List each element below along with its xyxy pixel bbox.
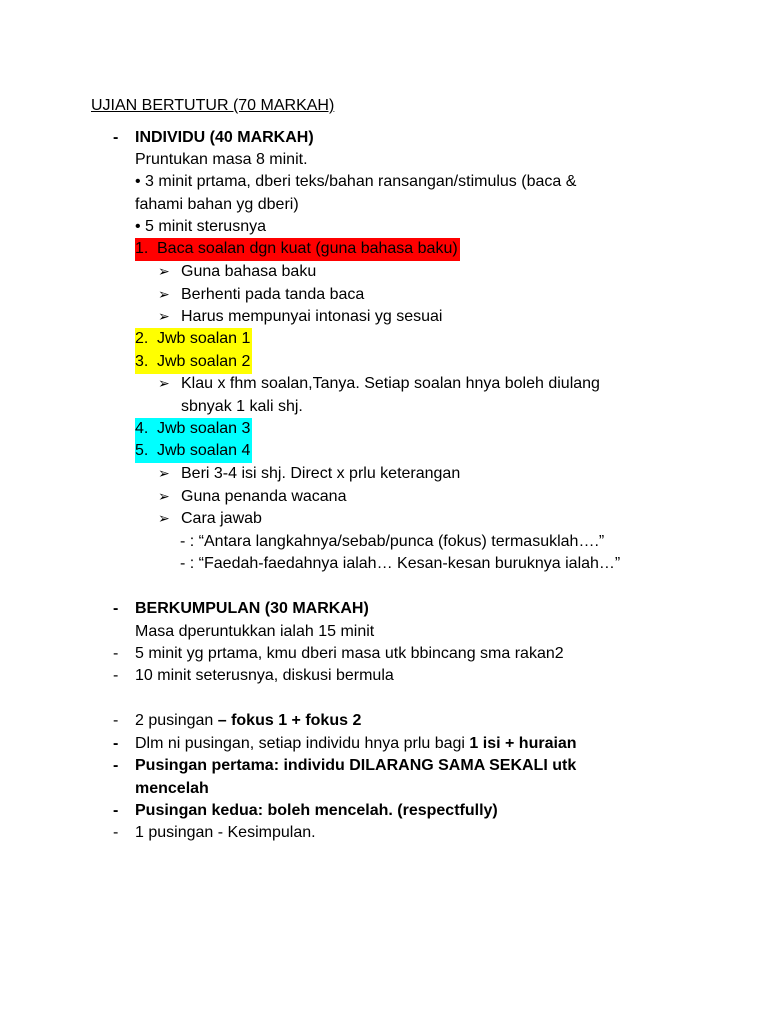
step-number: 4. — [135, 420, 149, 437]
step-number: 3. — [135, 353, 149, 370]
list-dash: - — [113, 712, 119, 729]
individu-line: • 3 minit prtama, dberi teks/bahan ransangan/stimulus (baca & — [135, 173, 577, 190]
list-item-continuation: mencelah — [135, 780, 209, 797]
step-highlight — [135, 418, 252, 441]
list-dash: - — [113, 667, 119, 684]
step-text: Jwb soalan 2 — [157, 353, 251, 370]
text-bold: 1 isi + huraian — [469, 735, 577, 752]
individu-line: fahami bahan yg dberi) — [135, 196, 299, 213]
list-item: Pusingan pertama: individu DILARANG SAMA SEKALI utk — [135, 757, 577, 774]
page-title: UJIAN BERTUTUR (70 MARKAH) — [91, 97, 335, 114]
step-number: 1. — [135, 240, 149, 257]
list-dash: - — [113, 735, 119, 752]
arrow-bullet-icon: ➢ — [158, 376, 170, 392]
list-item: Beri 3-4 isi shj. Direct x prlu keterangan — [181, 465, 461, 482]
arrow-bullet-icon: ➢ — [158, 466, 170, 482]
step-text: Jwb soalan 4 — [157, 442, 251, 459]
list-dash: - — [113, 645, 119, 662]
berkumpulan-line: Masa dperuntukkan ialah 15 minit — [135, 623, 375, 640]
list-item — [135, 733, 577, 756]
individu-line: • 5 minit sterusnya — [135, 218, 266, 235]
list-item: 1 pusingan - Kesimpulan. — [135, 824, 316, 841]
step-2 — [135, 328, 252, 351]
list-item: 5 minit yg prtama, kmu dberi masa utk bbincang sma rakan2 — [135, 645, 564, 662]
step-highlight — [135, 238, 460, 261]
text-bold: – fokus 1 + fokus 2 — [217, 712, 362, 729]
step-text: Jwb soalan 1 — [157, 330, 251, 347]
arrow-bullet-icon: ➢ — [158, 489, 170, 505]
cara-jawab-example: - : “Antara langkahnya/sebab/punca (fokus) termasuklah….” — [180, 533, 605, 550]
text-normal: 2 pusingan — [135, 712, 218, 729]
step-number: 5. — [135, 442, 149, 459]
berkumpulan-heading: BERKUMPULAN (30 MARKAH) — [135, 600, 369, 617]
list-item: Guna penanda wacana — [181, 488, 347, 505]
step-1 — [135, 238, 460, 261]
list-item-continuation: sbnyak 1 kali shj. — [181, 398, 303, 415]
list-item: Cara jawab — [181, 510, 262, 527]
arrow-bullet-icon: ➢ — [158, 511, 170, 527]
step-highlight — [135, 440, 252, 463]
step-text: Jwb soalan 3 — [157, 420, 251, 437]
list-item: Harus mempunyai intonasi yg sesuai — [181, 308, 443, 325]
step-4 — [135, 418, 252, 441]
individu-line: Pruntukan masa 8 minit. — [135, 151, 308, 168]
text-normal: Dlm ni pusingan, setiap individu hnya prlu bagi — [135, 735, 470, 752]
list-item: Pusingan kedua: boleh mencelah. (respectfully) — [135, 802, 498, 819]
list-item: 10 minit seterusnya, diskusi bermula — [135, 667, 394, 684]
list-dash: - — [113, 824, 119, 841]
arrow-bullet-icon: ➢ — [158, 264, 170, 280]
section-dash: - — [113, 129, 119, 146]
individu-heading: INDIVIDU (40 MARKAH) — [135, 129, 314, 146]
list-item: Guna bahasa baku — [181, 263, 317, 280]
list-item: Berhenti pada tanda baca — [181, 286, 365, 303]
arrow-bullet-icon: ➢ — [158, 287, 170, 303]
step-text: Baca soalan dgn kuat (guna bahasa baku) — [157, 240, 458, 257]
section-dash: - — [113, 600, 119, 617]
list-item: Klau x fhm soalan,Tanya. Setiap soalan hnya boleh diulang — [181, 375, 600, 392]
arrow-bullet-icon: ➢ — [158, 309, 170, 325]
step-highlight — [135, 351, 252, 374]
list-item — [135, 710, 361, 733]
step-5 — [135, 440, 252, 463]
step-3 — [135, 351, 252, 374]
list-dash: - — [113, 802, 119, 819]
cara-jawab-example: - : “Faedah-faedahnya ialah… Kesan-kesan buruknya ialah…” — [180, 555, 621, 572]
list-dash: - — [113, 757, 119, 774]
step-highlight — [135, 328, 252, 351]
step-number: 2. — [135, 330, 149, 347]
